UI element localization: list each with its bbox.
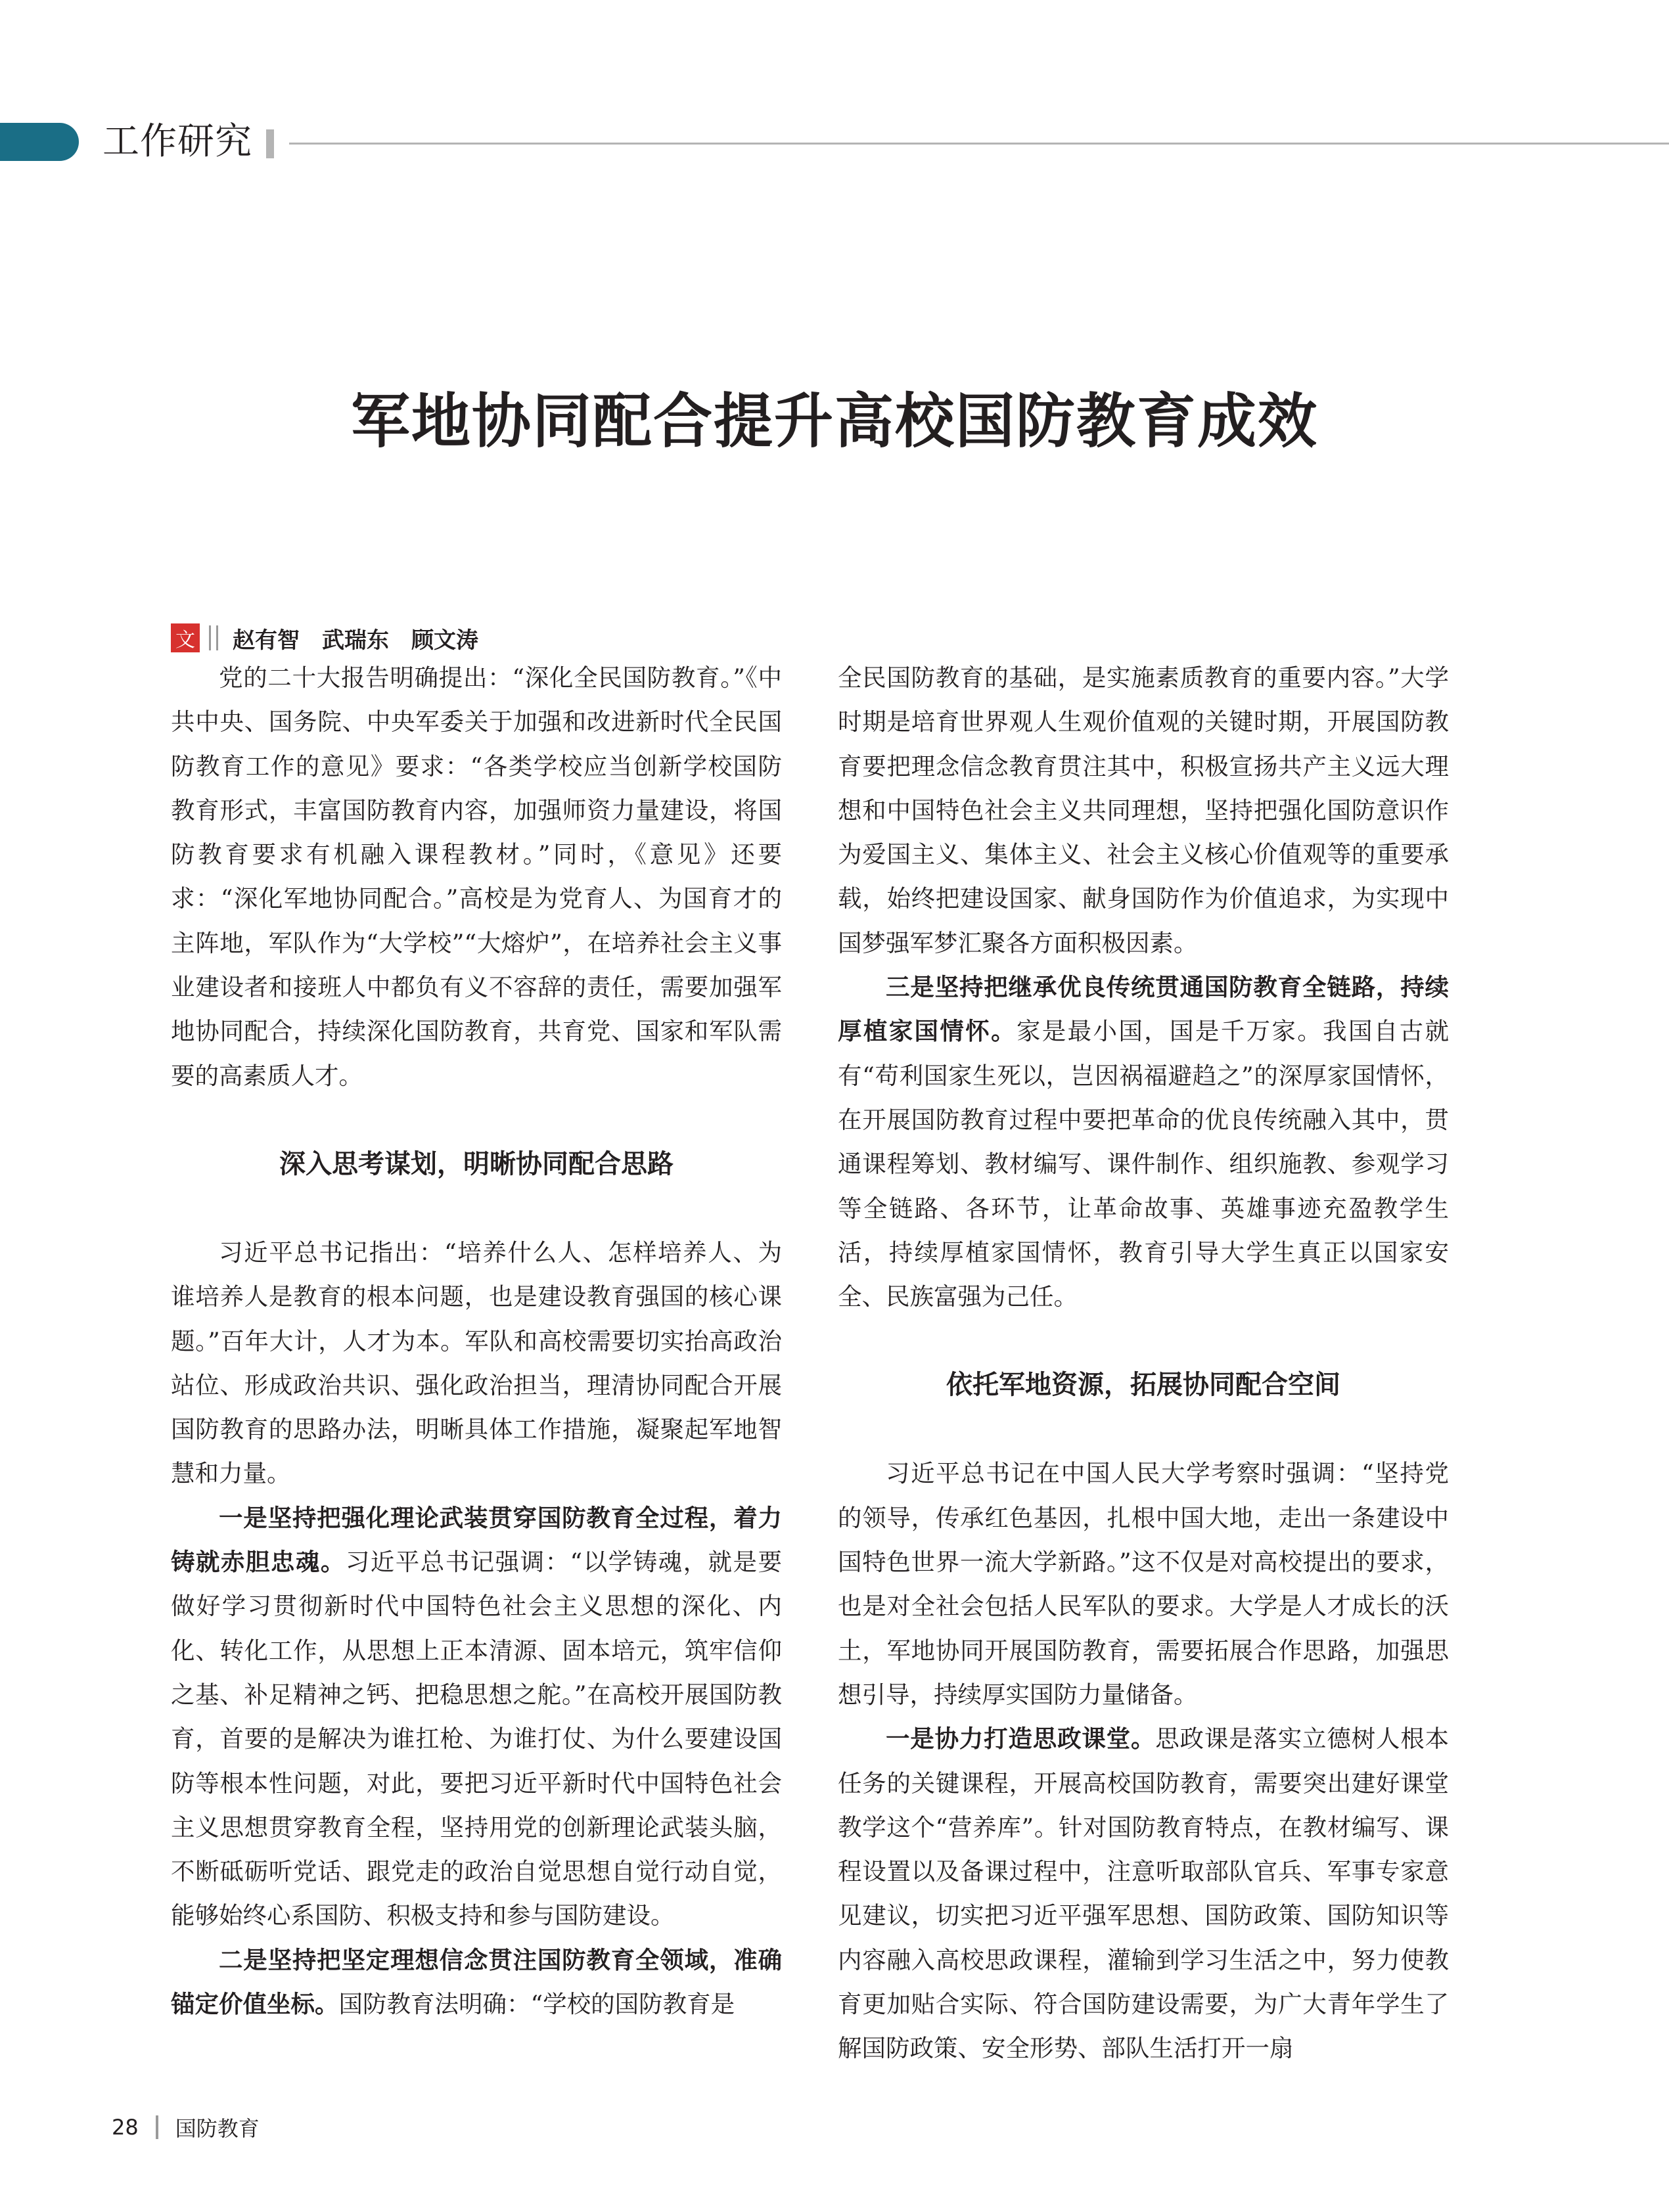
byline-divider	[209, 625, 218, 650]
byline-wen-icon: 文	[171, 623, 200, 652]
section-divider	[266, 129, 274, 158]
magazine-name: 国防教育	[175, 2116, 260, 2141]
section-name: 工作研究	[103, 120, 252, 163]
author-name: 武瑞东	[322, 627, 389, 654]
article-title: 军地协同配合提升高校国防教育成效	[351, 387, 1318, 456]
paragraph	[838, 965, 1449, 1319]
paragraph	[171, 1496, 782, 1938]
author-name: 顾文涛	[411, 627, 478, 654]
left-column	[171, 656, 782, 2026]
point-body: 国防教育法明确：“学校的国防教育是	[338, 1990, 735, 2019]
point-lead: 二是坚持把坚定理想信念贯注国防教育全领域，准确锚定价值坐标。	[171, 1945, 782, 2019]
section-heading: 深入思考谋划，明晰协同配合思路	[279, 1148, 674, 1179]
section-tab	[0, 123, 79, 161]
paragraph: 习近平总书记在中国人民大学考察时强调：“坚持党的领导，传承红色基因，扎根中国大地，走出一条建设中国特色世界一流大学新路。”这不仅是对高校提出的要求，也是对全社会包括人民军队的要求。大学是人才成长的沃土，军地协同开展国防教育，需要拓展合作思路，加强思想引导，持续厚实国防力量储备。	[838, 1459, 1449, 1709]
author-name: 赵有智	[233, 627, 300, 654]
page-number: 28	[112, 2115, 139, 2140]
point-lead: 三是坚持把继承优良传统贯通国防教育全链路，持续厚植家国情怀。	[838, 973, 1449, 1046]
point-lead: 一是坚持把强化理论武装贯穿国防教育全过程，着力铸就赤胆忠魂。	[171, 1503, 782, 1577]
point-lead: 一是协力打造思政课堂。	[886, 1725, 1156, 1753]
byline	[171, 623, 501, 653]
point-body: 家是最小国，国是千万家。我国自古就有“苟利国家生死以，岂因祸福避趋之”的深厚家国情怀，在开展国防教育过程中要把革命的优良传统融入其中，贯通课程筹划、教材编写、课件制作、组织施教、参观学习等全链路、各环节，让革命故事、英雄事迹充盈教学生活，持续厚植家国情怀，教育引导大学生真正以国家安全、民族富强为己任。	[838, 1017, 1450, 1311]
page-footer	[112, 2113, 260, 2142]
paragraph	[838, 1717, 1449, 2070]
footer-divider	[156, 2115, 158, 2139]
paragraph: 党的二十大报告明确提出：“深化全民国防教育。”《中共中央、国务院、中央军委关于加强和改进新时代全民国防教育工作的意见》要求：“各类学校应当创新学校国防教育形式，丰富国防教育内容，加强师资力量建设，将国防教育要求有机融入课程教材。”同时，《意见》还要求：“深化军地协同配合。”高校是为党育人、为国育才的主阵地，军队作为“大学校”“大熔炉”，在培养社会主义事业建设者和接班人中都负有义不容辞的责任，需要加强军地协同配合，持续深化国防教育，共育党、国家和军队需要的高素质人才。	[171, 664, 782, 1090]
right-column	[838, 656, 1449, 2071]
paragraph: 全民国防教育的基础，是实施素质教育的重要内容。”大学时期是培育世界观人生观价值观的关键时期，开展国防教育要把理念信念教育贯注其中，积极宣扬共产主义远大理想和中国特色社会主义共同理想，坚持把强化国防意识作为爱国主义、集体主义、社会主义核心价值观等的重要承载，始终把建设国家、献身国防作为价值追求，为实现中国梦强军梦汇聚各方面积极因素。	[838, 664, 1449, 957]
paragraph	[171, 1938, 782, 2027]
paragraph: 习近平总书记指出：“培养什么人、怎样培养人、为谁培养人是教育的根本问题，也是建设教育强国的核心课题。”百年大计，人才为本。军队和高校需要切实抬高政治站位、形成政治共识、强化政治担当，理清协同配合开展国防教育的思路办法，明晰具体工作措施，凝聚起军地智慧和力量。	[171, 1238, 782, 1488]
header-rule	[289, 143, 1669, 145]
section-heading: 依托军地资源，拓展协同配合空间	[946, 1370, 1340, 1401]
point-body: 习近平总书记强调：“以学铸魂，就是要做好学习贯彻新时代中国特色社会主义思想的深化、内化、转化工作，从思想上正本清源、固本培元，筑牢信仰之基、补足精神之钙、把稳思想之舵。”在高校开展国防教育，首要的是解决为谁扛枪、为谁打仗、为什么要建设国防等根本性问题，对此，要把习近平新时代中国特色社会主义思想贯穿教育全程，坚持用党的创新理论武装头脑，不断砥砺听党话、跟党走的政治自觉思想自觉行动自觉，能够始终心系国防、积极支持和参与国防建设。	[171, 1548, 782, 1930]
point-body: 思政课是落实立德树人根本任务的关键课程，开展高校国防教育，需要突出建好课堂教学这个“营养库”。针对国防教育特点，在教材编写、课程设置以及备课过程中，注意听取部队官兵、军事专家意见建议，切实把习近平强军思想、国防政策、国防知识等内容融入高校思政课程，灌输到学习生活之中，努力使教育更加贴合实际、符合国防建设需要，为广大青年学生了解国防政策、安全形势、部队生活打开一扇	[838, 1725, 1449, 2063]
